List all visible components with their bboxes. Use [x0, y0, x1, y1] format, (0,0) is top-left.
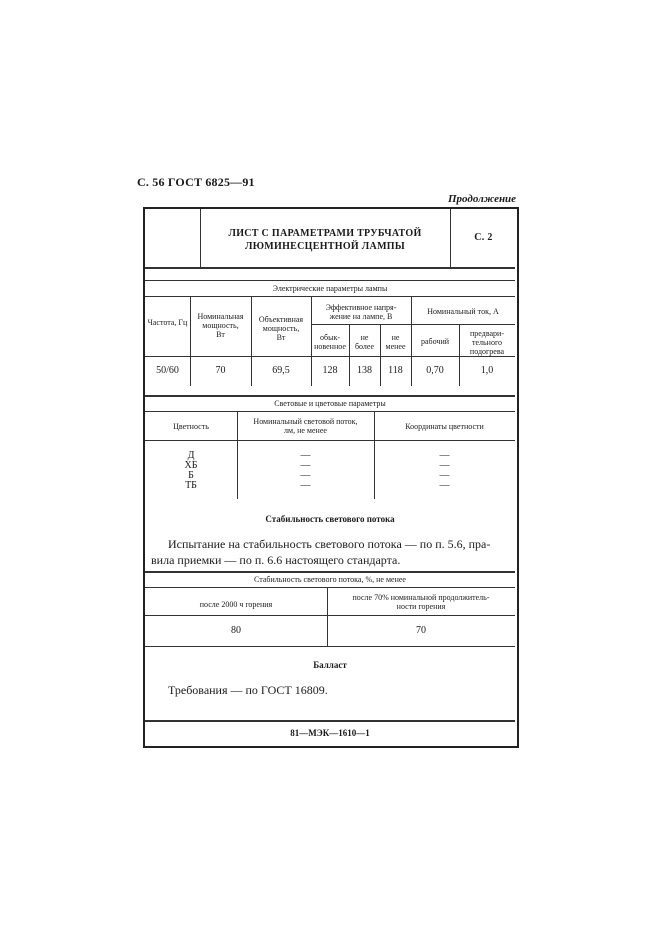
col-voltage-line1: Эффективное напря- — [325, 303, 397, 312]
sub-typical-line2: новенное — [314, 342, 346, 351]
electrical-section-title: Электрические параметры лампы — [272, 284, 388, 293]
value-current-preheat: 1,0 — [480, 365, 494, 376]
col-coords-header: Координаты цветности — [405, 422, 484, 431]
sub-min-line2: менее — [385, 342, 406, 351]
coords-dash-d: — — [439, 450, 450, 461]
title-right-divider — [450, 209, 451, 267]
ballast-text: Требования — по ГОСТ 16809. — [168, 683, 328, 697]
value-voltage-max: 138 — [357, 365, 372, 376]
col-objective-power-line1: Объективная — [258, 315, 304, 324]
coords-dash-b: — — [439, 470, 450, 481]
value-voltage-min: 118 — [388, 365, 403, 376]
value-after-70pct: 70 — [416, 625, 426, 636]
flux-dash-tb: — — [300, 480, 311, 491]
continuation-note: Продолжение — [448, 193, 517, 205]
col-nominal-power-line1: Номинальная — [197, 312, 244, 321]
stability-heading: Стабильность светового потока — [265, 514, 395, 524]
col-current-header: Номинальный ток, А — [427, 307, 499, 316]
electrical-subheader-rule — [311, 324, 515, 325]
sub-min-line1: не — [391, 333, 400, 342]
sub-working: рабочий — [421, 337, 449, 346]
electrical-top-rule — [145, 280, 515, 281]
col-after-70pct-line2: ности горения — [396, 602, 446, 611]
sub-preheat-line1: предвари- — [470, 329, 504, 338]
col-after-2000h: после 2000 ч горения — [199, 600, 273, 609]
color-row-xb: ХБ — [184, 460, 198, 471]
value-frequency: 50/60 — [156, 365, 179, 376]
light-header-rule — [145, 440, 515, 441]
sub-max-line2: более — [354, 342, 375, 351]
value-current-working: 0,70 — [426, 365, 444, 376]
col-color-header: Цветность — [173, 422, 209, 431]
title-bottom-rule — [145, 267, 515, 269]
col-objective-power-line3: Вт — [276, 333, 286, 342]
sheet-title-line1: ЛИСТ С ПАРАМЕТРАМИ ТРУБЧАТОЙ — [228, 228, 422, 239]
electrical-header-rule — [145, 356, 515, 357]
value-objective-power: 69,5 — [272, 365, 290, 376]
coords-dash-tb: — — [439, 480, 450, 491]
footer-code: 81—МЭК—1610—1 — [290, 728, 370, 738]
col-voltage-line2: жение на лампе, В — [329, 312, 393, 321]
stability-text-line1: Испытание на стабильность светового потока — по п. 5.6, пра- — [168, 537, 491, 551]
value-after-2000h: 80 — [231, 625, 241, 636]
col-after-70pct-line1: после 70% номинальной продолжитель- — [352, 593, 490, 602]
electrical-title-rule — [145, 296, 515, 297]
col-flux-line2: лм, не менее — [284, 426, 327, 435]
ballast-heading: Балласт — [313, 660, 347, 670]
sub-preheat-line2: тельного — [471, 338, 503, 347]
sheet-title-line2: ЛЮМИНЕСЦЕНТНОЙ ЛАМПЫ — [244, 241, 406, 252]
col-flux-line1: Номинальный световой поток, — [253, 417, 358, 426]
col-objective-power-line2: мощность, — [262, 324, 300, 333]
color-row-d: Д — [187, 450, 195, 461]
sheet-page-number: С. 2 — [474, 232, 493, 243]
flux-dash-xb: — — [300, 460, 311, 471]
title-left-divider — [200, 209, 201, 267]
stability-table-top-rule — [145, 571, 515, 573]
light-section-title: Световые и цветовые параметры — [274, 399, 386, 408]
value-nominal-power: 70 — [215, 365, 226, 376]
stability-header-rule — [145, 615, 515, 616]
flux-dash-b: — — [300, 470, 311, 481]
sub-typical-line1: обык- — [320, 333, 340, 342]
stability-title-rule — [145, 587, 515, 588]
sub-preheat-line3: подогрева — [469, 347, 505, 356]
col-nominal-power-line2: мощность, — [202, 321, 239, 330]
stability-text-line2: вила приемки — по п. 6.6 настоящего стандарта. — [151, 553, 401, 567]
sub-max-line1: не — [360, 333, 369, 342]
light-title-rule — [145, 411, 515, 412]
col-frequency-header: Частота, Гц — [147, 318, 188, 327]
coords-dash-xb: — — [439, 460, 450, 471]
value-voltage-typical: 128 — [322, 365, 338, 376]
stability-table-title: Стабильность светового потока, %, не менее — [254, 575, 406, 584]
page-reference: С. 56 ГОСТ 6825—91 — [137, 175, 255, 189]
footer-rule — [145, 720, 515, 722]
stability-table-bottom-rule — [145, 646, 515, 647]
light-top-rule — [145, 395, 515, 397]
color-row-b: Б — [188, 470, 194, 481]
col-nominal-power-line3: Вт — [216, 330, 225, 339]
flux-dash-d: — — [300, 450, 311, 461]
color-row-tb: ТБ — [185, 480, 197, 491]
